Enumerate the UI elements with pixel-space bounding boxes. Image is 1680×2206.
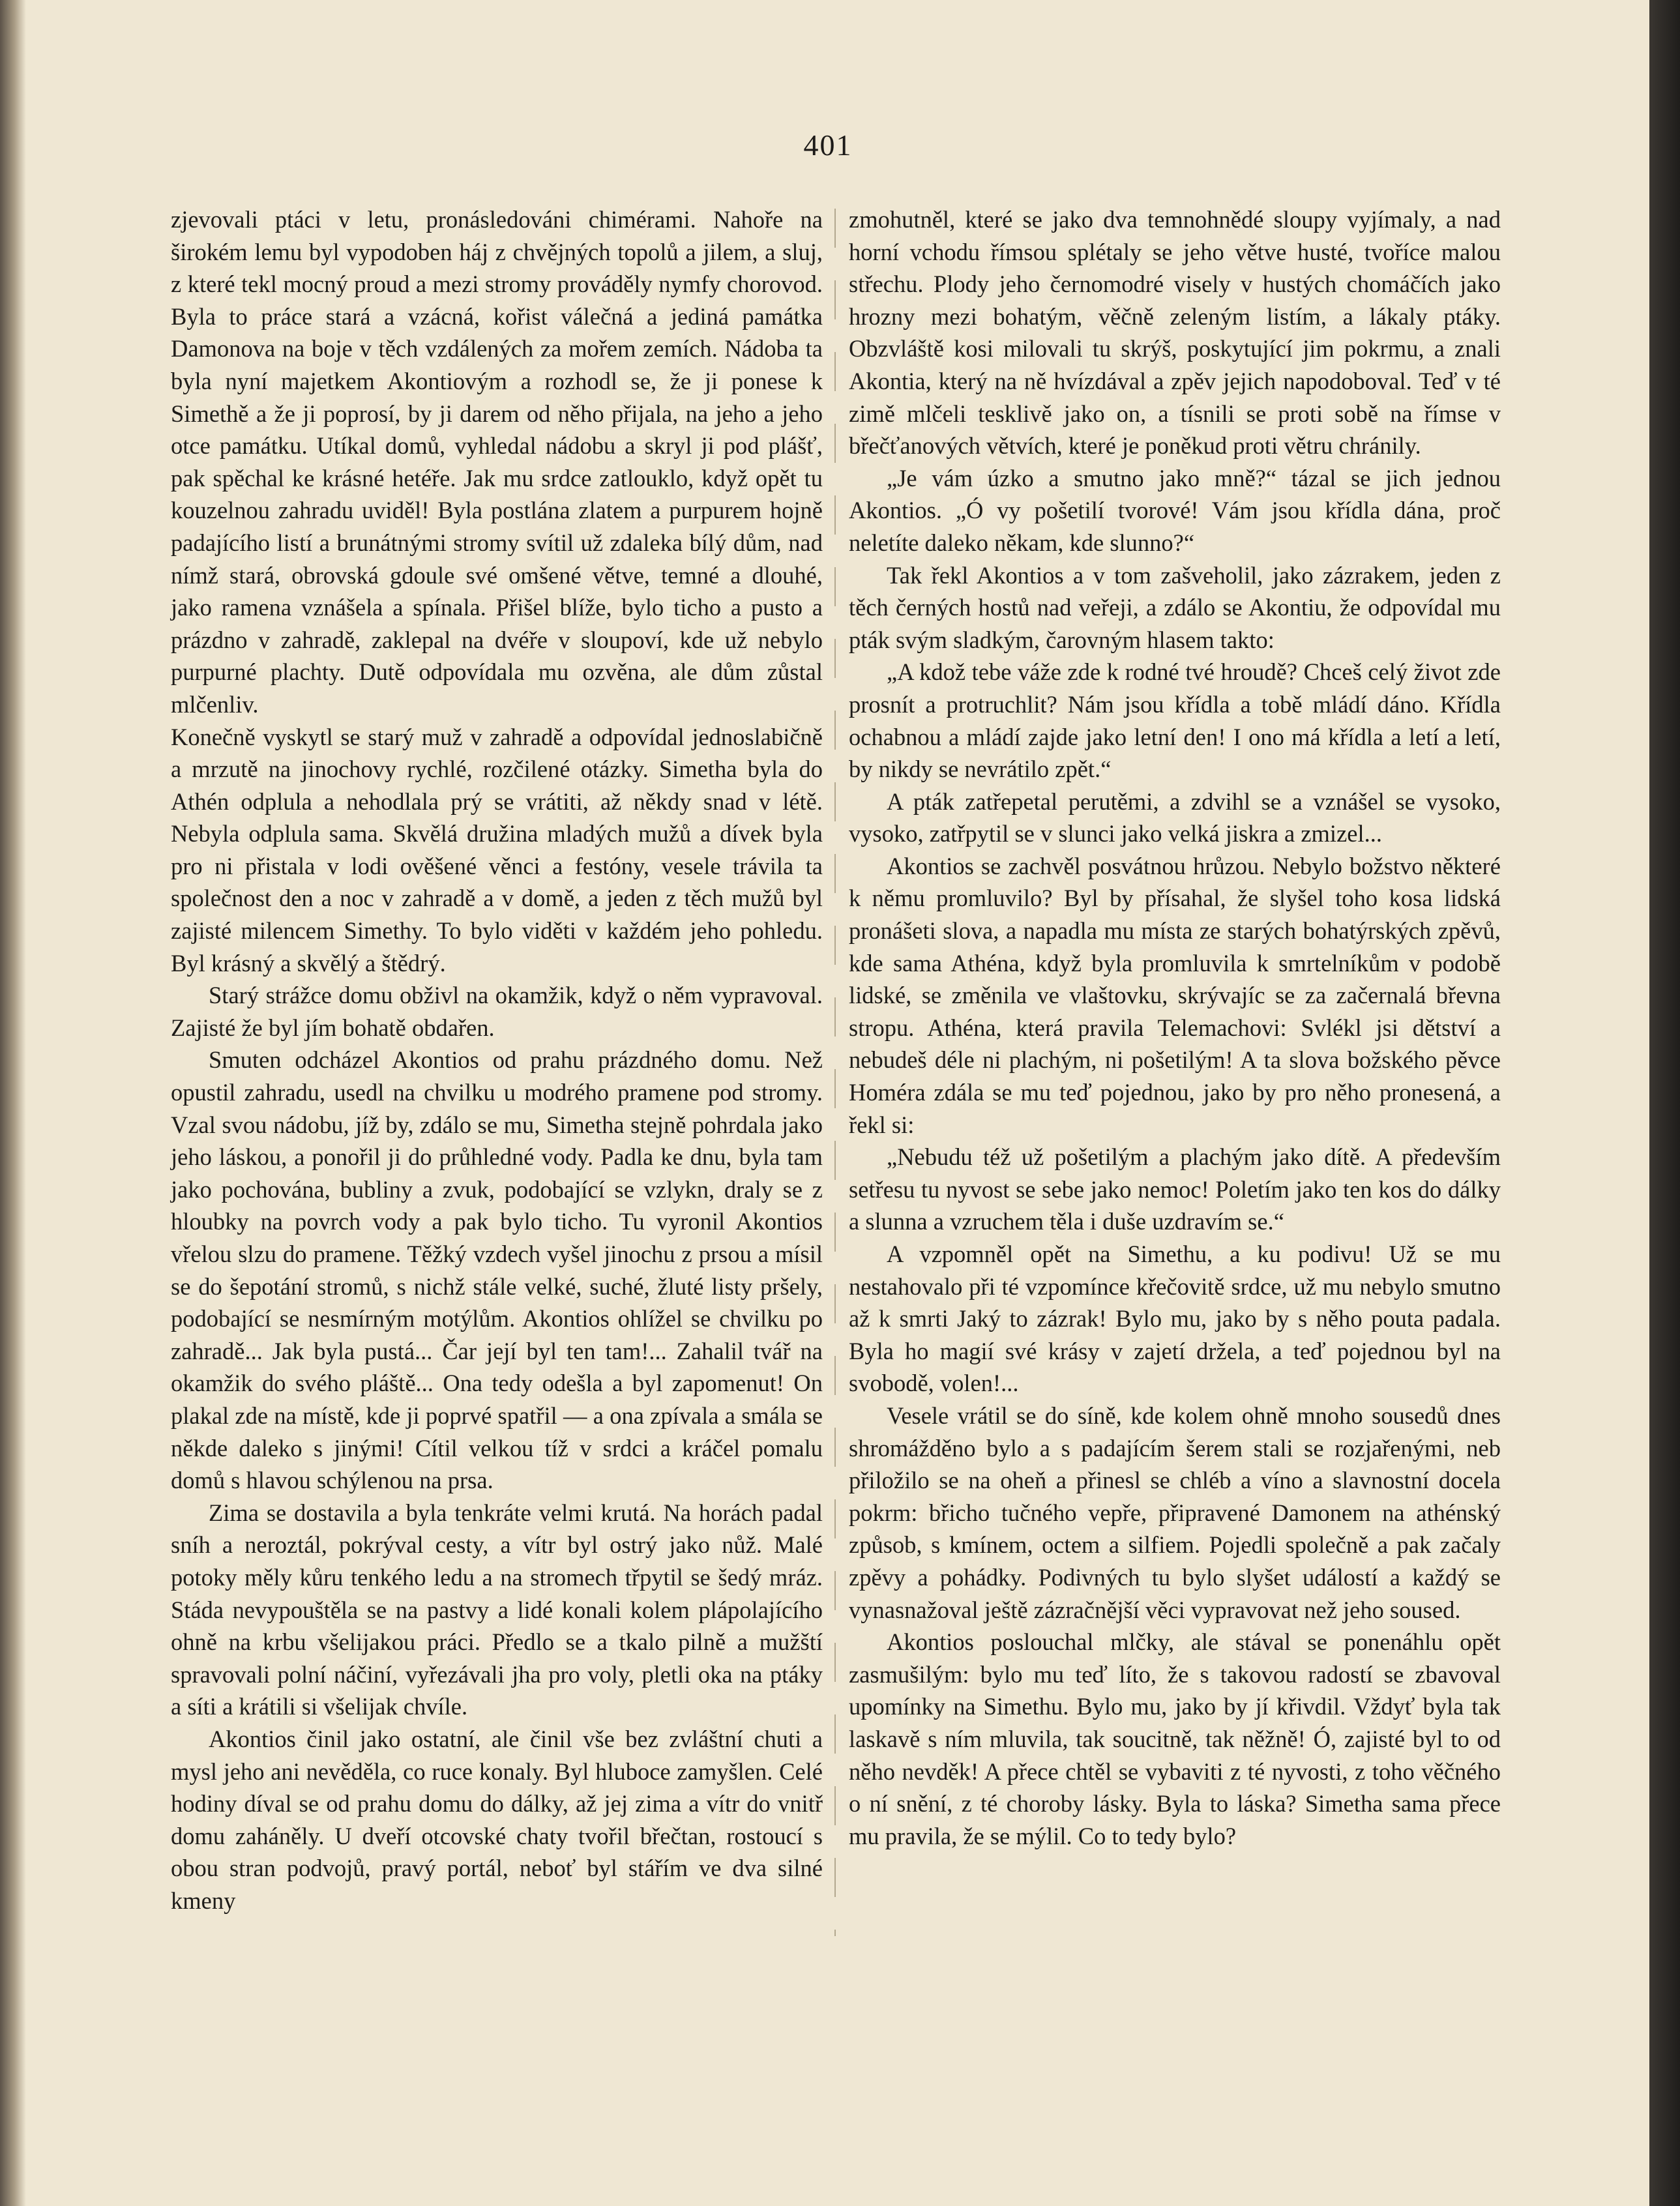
paragraph: „Je vám úzko a smutno jako mně?“ tázal se jich jednou Akontios. „Ó vy pošetilí tvorové! Vám jsou křídla dána, proč neletíte daleko někam, kde slunno?“	[849, 464, 1501, 556]
column-divider	[834, 209, 836, 1936]
paragraph: Akontios se zachvěl posvátnou hrůzou. Nebylo božstvo některé k němu promluvilo? Byl by přísahal, že slyšel toho kosa lidská pronášeti slova, a napadla mu místa ze starých bohatýrských zpěvů, kde sama Athéna, když byla promluvila k smrtelníkům v podobě lidské, se změnila ve vlaštovku, skrývajíc se za začernalá břevna stropu. Athéna, která pravila Telemachovi: Svlékl jsi dětství a nebudeš déle ni plachým, ni pošetilým! A ta slova božského pěvce Homéra zdála se mu teď pojednou, jako by pro něho pronesená, a řekl si:	[849, 852, 1501, 1138]
paragraph: Vesele vrátil se do síně, kde kolem ohně mnoho sousedů dnes shromážděno bylo a s padajícím šerem stali se rozjařenými, neb přiložilo se na oheň a přinesl se chléb a víno a slavnostní docela pokrm: břicho tučného vepře, připravené Damonem na athénský způsob, s kmínem, octem a silfiem. Pojedli společně a pak začaly zpěvy a pohádky. Podivných tu bylo slyšet událostí a každý se vynasnažoval ještě zázračnější věci vypravovat než jeho soused.	[849, 1402, 1501, 1623]
paragraph: Tak řekl Akontios a v tom zašveholil, jako zázrakem, jeden z těch černých hostů nad veřeji, a zdálo se Akontiu, že odpovídal mu pták svým sladkým, čarovným hlasem takto:	[849, 561, 1501, 653]
left-text-column	[171, 203, 823, 1917]
paragraph: Akontios činil jako ostatní, ale činil vše bez zvláštní chuti a mysl jeho ani nevěděla, co ruce konaly. Byl hluboce zamyšlen. Celé hodiny díval se od prahu domu do dálky, až jej zima a vítr do vnitř domu zaháněly. U dveří otcovské chaty tvořil břečtan, rostoucí s obou stran podvojů, pravý portál, neboť byl stářím ve dva silné kmeny	[171, 1725, 823, 1914]
paragraph: Smuten odcházel Akontios od prahu prázdného domu. Než opustil zahradu, usedl na chvilku u modrého pramene pod stromy. Vzal svou nádobu, jíž by, zdálo se mu, Simetha stejně pohrdala jako jeho láskou, a ponořil ji do průhledné vody. Padla ke dnu, byla tam jako pochována, bubliny a zvuk, podobající se vzlykn, draly se z hloubky na povrch vody a pak bylo ticho. Tu vyronil Akontios vřelou slzu do pramene. Těžký vzdech vyšel jinochu z prsou a mísil se do šepotání stromů, s nichž stále velké, suché, žluté listy pršely, podobající se nesmírným motýlům. Akontios ohlížel se chvilku po zahradě... Jak byla pustá... Čar její byl ten tam!... Zahalil tvář na okamžik do svého pláště... Ona tedy odešla a byl zapomenut! On plakal zde na místě, kde ji poprvé spatřil — a ona zpívala a smála se někde daleko s jinými! Cítil velkou tíž v srdci a kráčel pomalu domů s hlavou schýlenou na prsa.	[171, 1046, 823, 1494]
book-edge	[1649, 0, 1680, 2206]
right-text-column	[849, 203, 1501, 1852]
paragraph: zjevovali ptáci v letu, pronásledováni chimérami. Nahoře na širokém lemu byl vypodoben háj z chvějných topolů a jilem, a sluj, z které tekl mocný proud a mezi stromy prováděly nymfy chorovod. Byla to práce stará a vzácná, kořist válečná a jediná památka Damonova na boje v těch vzdálených za mořem zemích. Nádoba ta byla nyní majetkem Akontiovým a rozhodl se, že ji ponese k Simethě a že ji poprosí, by ji darem od něho přijala, na jeho a jeho otce památku. Utíkal domů, vyhledal nádobu a skryl ji pod plášť, pak spěchal ke krásné hetéře. Jak mu srdce zatlouklo, když opět tu kouzelnou zahradu uviděl! Byla postlána zlatem a purpurem hojně padajícího listí a brunátnými stromy svítil už zdaleka bílý dům, nad nímž stará, obrovská gdoule své omšené větve, temné a dlouhé, jako ramena vznášela a spínala. Přišel blíže, bylo ticho a pusto a prázdno v zahradě, zaklepal na dvéře v sloupoví, kde už nebylo purpurné plachty. Dutě odpovídala mu ozvěna, ale dům zůstal mlčenliv.	[171, 206, 823, 718]
paragraph: „A kdož tebe váže zde k rodné tvé hroudě? Chceš celý život zde prosnít a protruchlit? Nám jsou křídla a tobě mládí dáno. Křídla ochabnou a mládí zajde jako letní den! I ono má křídla a letí a letí, by nikdy se nevrátilo zpět.“	[849, 658, 1501, 783]
paragraph: Zima se dostavila a byla tenkráte velmi krutá. Na horách padal sníh a neroztál, pokrýval cesty, a vítr byl ostrý jako nůž. Malé potoky měly kůru tenkého ledu a na stromech třpytil se šedý mráz. Stáda nevypouštěla se na pastvy a lidé konali kolem plápolajícího ohně na krbu všelijakou práci. Předlo se a tkalo pilně a mužští spravovali polní náčiní, vyřezávali jha pro voly, pletli oka na ptáky a síti a krátili si všelijak chvíle.	[171, 1499, 823, 1720]
paragraph: zmohutněl, které se jako dva temnohnědé sloupy vyjímaly, a nad horní vchodu římsou splétaly se jeho větve husté, tvoříce malou střechu. Plody jeho černomodré visely v hustých chomáčích jako hrozny mezi bohatým, věčně zeleným listím, a lákaly ptáky. Obzvláště kosi milovali tu skrýš, poskytující jim pokrmu, a znali Akontia, který na ně hvízdával a zpěv jejich napodoboval. Teď v té zimě mlčeli tesklivě jako on, a tísnili se proti sobě na římse v břečťanových větvích, které je poněkud proti větru chránily.	[849, 206, 1501, 460]
paragraph: Akontios poslouchal mlčky, ale stával se ponenáhlu opět zasmušilým: bylo mu teď líto, že s takovou radostí se zbavoval upomínky na Simethu. Bylo mu, jako by jí křivdil. Vždyť byla tak laskavě s ním mluvila, tak soucitně, tak něžně! Ó, zajisté byl to od něho nevděk! A přece chtěl se vybaviti z té nyvosti, z toho věčného o ní snění, z té choroby lásky. Byla to láska? Simetha sama přece mu pravila, že se mýlil. Co to tedy bylo?	[849, 1628, 1501, 1849]
page-gutter-shadow	[0, 0, 26, 2206]
paragraph: Starý strážce domu obživl na okamžik, když o něm vypravoval. Zajisté že byl jím bohatě obdařen.	[171, 982, 823, 1041]
page-number: 401	[803, 128, 853, 162]
paragraph: A pták zatřepetal perutěmi, a zdvihl se a vznášel se vysoko, vysoko, zatřpytil se v slunci jako velká jiskra a zmizel...	[849, 787, 1501, 847]
paragraph: A vzpomněl opět na Simethu, a ku podivu! Už se mu nestahovalo při té vzpomínce křečovitě srdce, už mu nebylo smutno až k smrti Jaký to zázrak! Bylo mu, jako by s něho pouta padala. Byla ho magií své krásy v zajetí držela, a teď pojednou byl na svobodě, volen!...	[849, 1241, 1501, 1397]
paragraph: Konečně vyskytl se starý muž v zahradě a odpovídal jednoslabičně a mrzutě na jinochovy rychlé, rozčilené otázky. Simetha byla do Athén odplula a nehodlala prý se vrátiti, až někdy snad v létě. Nebyla odplula sama. Skvělá družina mladých mužů a dívek byla pro ni přistala v lodi ověšené věnci a festóny, vesele trávila ta společnost den a noc v zahradě a v domě, a jeden z těch mužů byl zajisté milencem Simethy. To bylo viděti v každém jeho pohledu. Byl krásný a skvělý a štědrý.	[171, 723, 823, 977]
paragraph: „Nebudu též už pošetilým a plachým jako dítě. A především setřesu tu nyvost se sebe jako nemoc! Poletím jako ten kos do dálky a slunna a vzruchem těla i duše uzdravím se.“	[849, 1143, 1501, 1235]
